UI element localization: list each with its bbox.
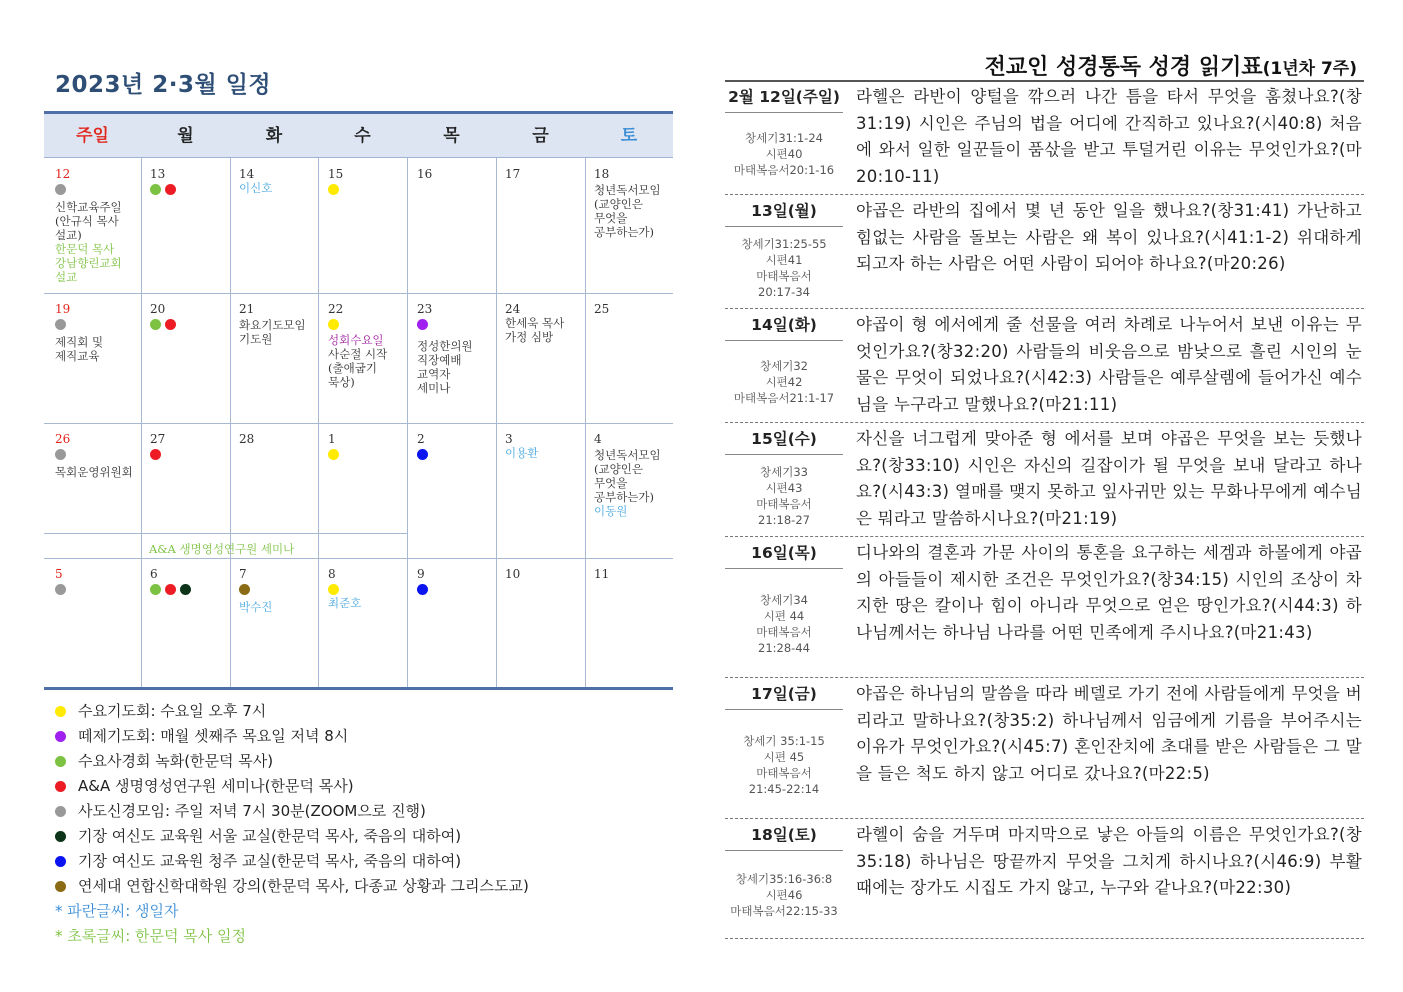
birthday-text: 이동원 — [594, 504, 628, 518]
plan-title: 전교인 성경통독 성경 읽기표(1년차 7주) — [984, 55, 1357, 80]
reading-day-row — [725, 818, 1364, 938]
black-dot — [180, 584, 191, 595]
day-cell: 14 이신호 — [239, 167, 317, 195]
event-line: 정성한의원 — [417, 339, 473, 353]
event-line: 공부하는가) — [594, 490, 655, 504]
red-dot — [165, 584, 176, 595]
day-cell: 9 — [417, 567, 495, 596]
yellow-dot — [328, 319, 339, 330]
red-dot — [150, 449, 161, 460]
legend-item: 연세대 연합신학대학원 강의(한문덕 목사, 다종교 상황과 그리스도교) — [55, 874, 529, 899]
reference-line: 20:17-34 — [758, 285, 810, 299]
day-cell: 11 — [594, 567, 610, 581]
green-dot — [150, 184, 161, 195]
reading-day-label: 13일(월) — [751, 202, 817, 220]
gray-dot — [55, 584, 66, 595]
calendar-title: 2023년 2·3월 일정 — [55, 72, 272, 98]
reading-day-label: 15일(수) — [751, 430, 817, 448]
reference-line: 창세기33 — [760, 465, 808, 479]
event-text-purple: 성회수요일 — [328, 333, 384, 347]
day-cell: 4 청년독서모임 (교양인은 무엇을 공부하는가) 이동원 — [594, 432, 672, 518]
day-cell: 1 — [328, 432, 406, 461]
event-line: (교양인은 — [594, 197, 643, 211]
day-cell: 25 — [594, 302, 610, 316]
reading-references — [725, 733, 843, 797]
weekday-friday: 금 — [532, 126, 549, 146]
day-underline — [725, 226, 843, 227]
gray-dot — [55, 319, 66, 330]
event-line: 무엇을 — [594, 211, 628, 225]
event-text — [417, 339, 495, 395]
weekday-sunday: 주일 — [76, 126, 109, 146]
birthday-text: 박수진 — [239, 600, 273, 614]
gray-dot — [55, 806, 66, 817]
day-cell: 16 — [417, 167, 433, 181]
day-cell: 2 — [417, 432, 495, 461]
reading-question: 야곱은 하나님의 말씀을 따라 베델로 가기 전에 사람들에게 무엇을 버리라고 말하나요?(창35:2) 하나님께서 임금에게 기름을 부어주시는 이유가 무엇인가요?(시45:7) 혼인잔치에 초대를 받은 사람들은 그 말을 들은 척도 하지 않고 어디로 갔나요?(마22:5) — [856, 684, 1362, 783]
day-cell: 15 — [328, 167, 406, 196]
day-underline — [725, 340, 843, 341]
event-line: 설교) — [55, 228, 82, 242]
legend-item: A&A 생명영성연구원 세미나(한문덕 목사) — [55, 774, 529, 799]
calendar-legend — [55, 699, 529, 949]
day-cell: 27 — [150, 432, 230, 461]
reference-line: 마태복음서21:1-17 — [733, 391, 835, 405]
event-line: 묵상) — [328, 375, 355, 389]
purple-dot — [55, 731, 66, 742]
reading-references — [725, 464, 843, 528]
event-line: 강남향린교회 — [55, 256, 122, 270]
event-line: 한세욱 목사 — [505, 316, 565, 330]
event-line: 기도원 — [239, 332, 273, 346]
blue-dot — [417, 584, 428, 595]
event-text — [239, 318, 317, 346]
event-line: 설교 — [55, 270, 78, 284]
reference-line: 마태복음서20:1-16 — [733, 163, 835, 177]
blue-dot — [417, 449, 428, 460]
day-cell: 10 — [505, 567, 521, 581]
purple-dot — [417, 319, 428, 330]
legend-item: 떼제기도회: 매월 셋째주 목요일 저녁 8시 — [55, 724, 529, 749]
reading-references — [725, 871, 843, 919]
reading-day-row — [725, 194, 1364, 308]
reading-question: 라헬은 라반이 양털을 깎으러 나간 틈을 타서 무엇을 훔쳤나요?(창31:19) 시인은 주님의 법을 어디에 간직하고 있나요?(시40:8) 처음에 와서 일한 일꾼들이 품삯을 받고 투덜거린 이유는 무엇인가요?(마20:10-11) — [856, 87, 1362, 186]
day-cell: 20 — [150, 302, 230, 331]
legend-note-blue: * 파란글씨: 생일자 — [55, 902, 179, 920]
red-dot — [165, 319, 176, 330]
event-line: 신학교육주일 — [55, 200, 122, 214]
reading-day-label: 14일(화) — [751, 316, 817, 334]
day-cell: 24 한세욱 목사 가정 심방 — [505, 302, 583, 344]
day-underline — [725, 850, 843, 851]
day-underline — [725, 568, 843, 569]
day-cell: 3 이용환 — [505, 432, 583, 460]
yellow-dot — [328, 449, 339, 460]
event-line: (출애굽기 — [328, 361, 377, 375]
legend-item: 수요사경회 녹화(한문덕 목사) — [55, 749, 529, 774]
olive-dot — [55, 881, 66, 892]
weekday-header — [44, 114, 673, 158]
event-line: 가정 심방 — [505, 330, 554, 344]
green-dot — [55, 756, 66, 767]
event-text — [328, 347, 406, 389]
birthday-text: 이신호 — [239, 181, 273, 195]
day-cell: 5 — [55, 567, 139, 596]
event-line: 화요기도모임 — [239, 318, 306, 332]
reference-line: 21:28-44 — [758, 640, 810, 655]
reading-references — [725, 236, 843, 300]
day-cell: 7 박수진 — [239, 567, 317, 614]
event-line: 무엇을 — [594, 476, 628, 490]
day-cell: 13 — [150, 167, 230, 196]
gray-dot — [55, 449, 66, 460]
reading-references — [725, 358, 843, 406]
reading-day-label: 18일(토) — [751, 826, 817, 844]
day-underline — [725, 454, 843, 455]
blue-dot — [55, 856, 66, 867]
reading-day-row — [725, 80, 1364, 194]
weekday-saturday: 토 — [620, 126, 638, 146]
reference-line: 창세기32 — [760, 359, 808, 373]
reading-day-row — [725, 308, 1364, 422]
event-line: 제직교육 — [55, 349, 100, 363]
weekday-thursday: 목 — [443, 126, 460, 146]
day-cell: 28 — [239, 432, 255, 446]
event-line: 공부하는가) — [594, 225, 655, 239]
event-text — [505, 316, 583, 344]
reading-day-label: 17일(금) — [751, 685, 817, 703]
day-cell: 6 — [150, 567, 230, 596]
weekday-tuesday: 화 — [265, 126, 283, 146]
reading-question: 야곱이 형 에서에게 줄 선물을 여러 차례로 나누어서 보낸 이유는 무엇인가요?(창32:20) 사람들의 비웃음으로 밤낮으로 흘린 시인의 눈물은 무엇이 되었나요?(시42:3) 사람들은 예루살렘에 들어가신 예수님을 누구라고 말했나요?(마21:11) — [856, 315, 1362, 414]
event-text — [55, 200, 139, 242]
event-text — [594, 183, 672, 239]
reading-day-row — [725, 536, 1364, 677]
day-underline — [725, 112, 843, 113]
day-cell: 22 성회수요일 사순절 시작 (출애굽기 묵상) — [328, 302, 406, 389]
row-separator — [725, 938, 1364, 939]
event-line: 제직회 및 — [55, 335, 104, 349]
yellow-dot — [328, 184, 339, 195]
legend-item: 사도신경모임: 주일 저녁 7시 30분(ZOOM으로 진행) — [55, 799, 529, 824]
olive-dot — [239, 584, 250, 595]
event-line: 한문덕 목사 — [55, 242, 115, 256]
reading-question: 라헬이 숨을 거두며 마지막으로 낳은 아들의 이름은 무엇인가요?(창35:18) 하나님은 땅끝까지 무엇을 그치게 하시나요?(시46:9) 부활 때에는 장가도 시집도 가지 않고, 누구와 같나요?(마22:30) — [856, 825, 1362, 898]
reference-line: 마태복음서 — [756, 497, 812, 511]
yellow-dot — [55, 706, 66, 717]
birthday-text: 최준호 — [328, 596, 362, 610]
reference-line: 시편40 — [765, 147, 803, 161]
reference-line: 시편41 — [765, 253, 803, 267]
reference-line: 창세기34 — [760, 592, 808, 607]
red-dot — [55, 781, 66, 792]
event-line: 목회운영위원회 — [55, 465, 133, 479]
legend-item: 기장 여신도 교육원 서울 교실(한문덕 목사, 죽음의 대하여) — [55, 824, 529, 849]
reference-line: 마태복음서 — [756, 624, 812, 639]
seminar-bar: A&A 생명영성연구원 세미나 — [149, 542, 295, 556]
event-line: 사순절 시작 — [328, 347, 388, 361]
red-dot — [165, 184, 176, 195]
event-line: 청년독서모임 — [594, 448, 661, 462]
reference-line: 시편43 — [765, 481, 803, 495]
reference-line: 시편 44 — [763, 608, 805, 623]
reference-line: 시편46 — [765, 888, 803, 902]
reading-day-label: 2월 12일(주일) — [728, 88, 840, 106]
event-line: 청년독서모임 — [594, 183, 661, 197]
day-cell: 8 최준호 — [328, 567, 406, 610]
day-cell: 19 제직회 및 제직교육 — [55, 302, 139, 363]
weekday-wednesday: 수 — [354, 126, 371, 146]
reference-line: 시편 45 — [763, 749, 805, 764]
green-dot — [150, 319, 161, 330]
day-cell: 17 — [505, 167, 521, 181]
reference-line: 창세기 35:1-15 — [743, 733, 825, 748]
reference-line: 마태복음서 — [756, 765, 812, 780]
reading-day-row — [725, 677, 1364, 818]
weekday-monday: 월 — [177, 126, 194, 146]
reference-line: 창세기31:25-55 — [741, 237, 827, 251]
event-line: 교역자 — [417, 367, 451, 381]
reference-line: 21:18-27 — [758, 513, 810, 527]
calendar-grid — [44, 111, 673, 689]
event-text — [594, 448, 672, 504]
reading-question: 자신을 너그럽게 맞아준 형 에서를 보며 야곱은 무엇을 보는 듯했나요?(창33:10) 시인은 자신의 길잡이가 될 무엇을 보내 달라고 하나요?(시43:3) 열매를 맺지 못하고 잎사귀만 있는 무화나무에게 예수님은 뭐라고 말씀하시나요?(마21:19) — [856, 429, 1362, 528]
event-text — [55, 335, 139, 363]
reference-line: 마태복음서 — [756, 269, 812, 283]
gray-dot — [55, 184, 66, 195]
reading-day-label: 16일(목) — [751, 544, 817, 562]
event-text — [55, 465, 139, 479]
reference-line: 창세기31:1-24 — [745, 131, 823, 145]
reading-references — [725, 592, 843, 656]
event-line: (교양인은 — [594, 462, 643, 476]
reading-day-row — [725, 422, 1364, 536]
reading-question: 디나와의 결혼과 가문 사이의 통혼을 요구하는 세겜과 하몰에게 야곱의 아들들이 제시한 조건은 무엇인가요?(창34:15) 시인의 조상이 차지한 땅은 칼이나 힘이 아니라 무엇으로 얻은 땅인가요?(시44:3) 하나님께서는 하나님 나라를 어떤 민족에게 주시나요?(마21:43) — [856, 543, 1362, 642]
yellow-dot — [328, 584, 339, 595]
green-dot — [150, 584, 161, 595]
black-dot — [55, 831, 66, 842]
day-cell: 12 신학교육주일 (안규식 목사 설교) 한문덕 목사 강남향린교회 설교 — [55, 167, 139, 284]
event-line: (안규식 목사 — [55, 214, 119, 228]
event-line: 세미나 — [417, 381, 451, 395]
legend-note-green: * 초록글씨: 한문덕 목사 일정 — [55, 927, 247, 945]
reading-references — [725, 130, 843, 178]
calendar-bottom-rule — [44, 687, 673, 690]
day-cell: 21 화요기도모임 기도원 — [239, 302, 317, 346]
birthday-text: 이용환 — [505, 446, 539, 460]
legend-item: 기장 여신도 교육원 청주 교실(한문덕 목사, 죽음의 대하여) — [55, 849, 529, 874]
event-text-green — [55, 242, 139, 284]
day-cell: 23 정성한의원 직장예배 교역자 세미나 — [417, 302, 495, 395]
reference-line: 마태복음서22:15-33 — [730, 904, 838, 918]
reference-line: 창세기35:16-36:8 — [735, 872, 833, 886]
day-cell: 18 청년독서모임 (교양인은 무엇을 공부하는가) — [594, 167, 672, 239]
reference-line: 21:45-22:14 — [748, 781, 820, 796]
event-line: 직장예배 — [417, 353, 462, 367]
day-underline — [725, 709, 843, 710]
reading-question: 야곱은 라반의 집에서 몇 년 동안 일을 했나요?(창31:41) 가난하고 힘없는 사람을 돌보는 사람은 왜 복이 있나요?(시41:1-2) 위대하게 되고자 하는 사람은 어떤 사람이 되어야 하나요?(마20:26) — [856, 201, 1362, 274]
day-cell: 26 목회운영위원회 — [55, 432, 139, 479]
legend-item: 수요기도회: 수요일 오후 7시 — [55, 699, 529, 724]
reference-line: 시편42 — [765, 375, 803, 389]
